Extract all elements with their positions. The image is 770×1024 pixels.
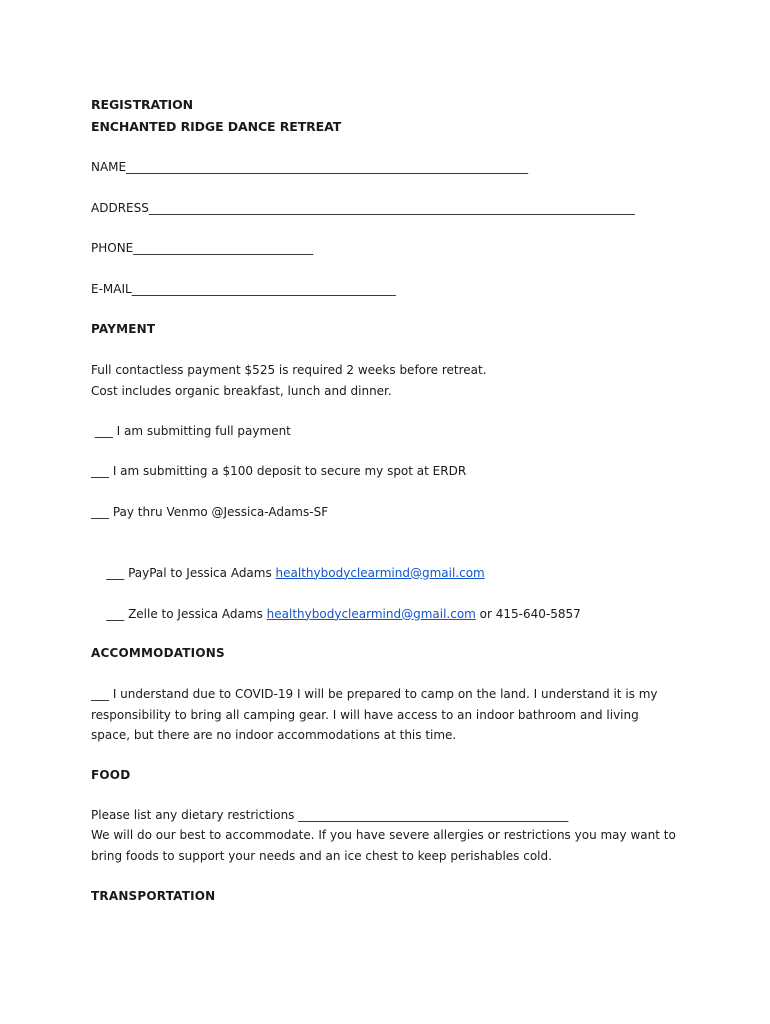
document-header — [91, 94, 341, 138]
payment-info — [91, 360, 487, 401]
accommodations-heading: ACCOMMODATIONS — [91, 646, 225, 660]
name-field[interactable]: NAME___________________________________________________________________ — [91, 160, 529, 174]
option-zelle-label: ___ Zelle to Jessica Adams — [106, 606, 267, 621]
food-text: We will do our best to accommodate. If you have severe allergies or restrictions you may want to bring foods to support your needs and an ice chest to keep perishables cold. — [91, 828, 676, 863]
payment-info-line2: Cost includes organic breakfast, lunch and dinner. — [91, 383, 392, 398]
dietary-restrictions-field[interactable]: Please list any dietary restrictions _____________________________________________ — [91, 808, 569, 822]
zelle-phone: or 415-640-5857 — [475, 606, 581, 621]
option-paypal-label: ___ PayPal to Jessica Adams — [106, 565, 276, 580]
document-title-line2: ENCHANTED RIDGE DANCE RETREAT — [91, 119, 342, 134]
payment-heading: PAYMENT — [91, 322, 156, 336]
payment-info-line1: Full contactless payment $525 is required 2 weeks before retreat. — [91, 363, 487, 377]
option-full-payment[interactable]: ___ I am submitting full payment — [91, 424, 291, 438]
paypal-email-link[interactable]: healthybodyclearmind@gmail.com — [275, 565, 485, 580]
option-zelle[interactable] — [91, 583, 581, 645]
accommodations-text[interactable]: ___ I understand due to COVID-19 I will be prepared to camp on the land. I understand it is my responsibility to bring all camping gear. I will have access to an indoor bathroom and living space, but there are no indoor accommodations at this time. — [91, 687, 658, 742]
email-field[interactable]: E-MAIL____________________________________________ — [91, 282, 396, 296]
transportation-heading: TRANSPORTATION — [91, 889, 216, 903]
phone-field[interactable]: PHONE______________________________ — [91, 241, 314, 255]
address-field[interactable]: ADDRESS_________________________________________________________________________________ — [91, 201, 635, 215]
food-heading: FOOD — [91, 768, 131, 782]
option-deposit[interactable]: ___ I am submitting a $100 deposit to secure my spot at ERDR — [91, 464, 467, 478]
option-venmo[interactable]: ___ Pay thru Venmo @Jessica-Adams-SF — [91, 505, 329, 519]
zelle-email-link[interactable]: healthybodyclearmind@gmail.com — [266, 606, 476, 621]
document-title-line1: REGISTRATION — [91, 97, 193, 112]
